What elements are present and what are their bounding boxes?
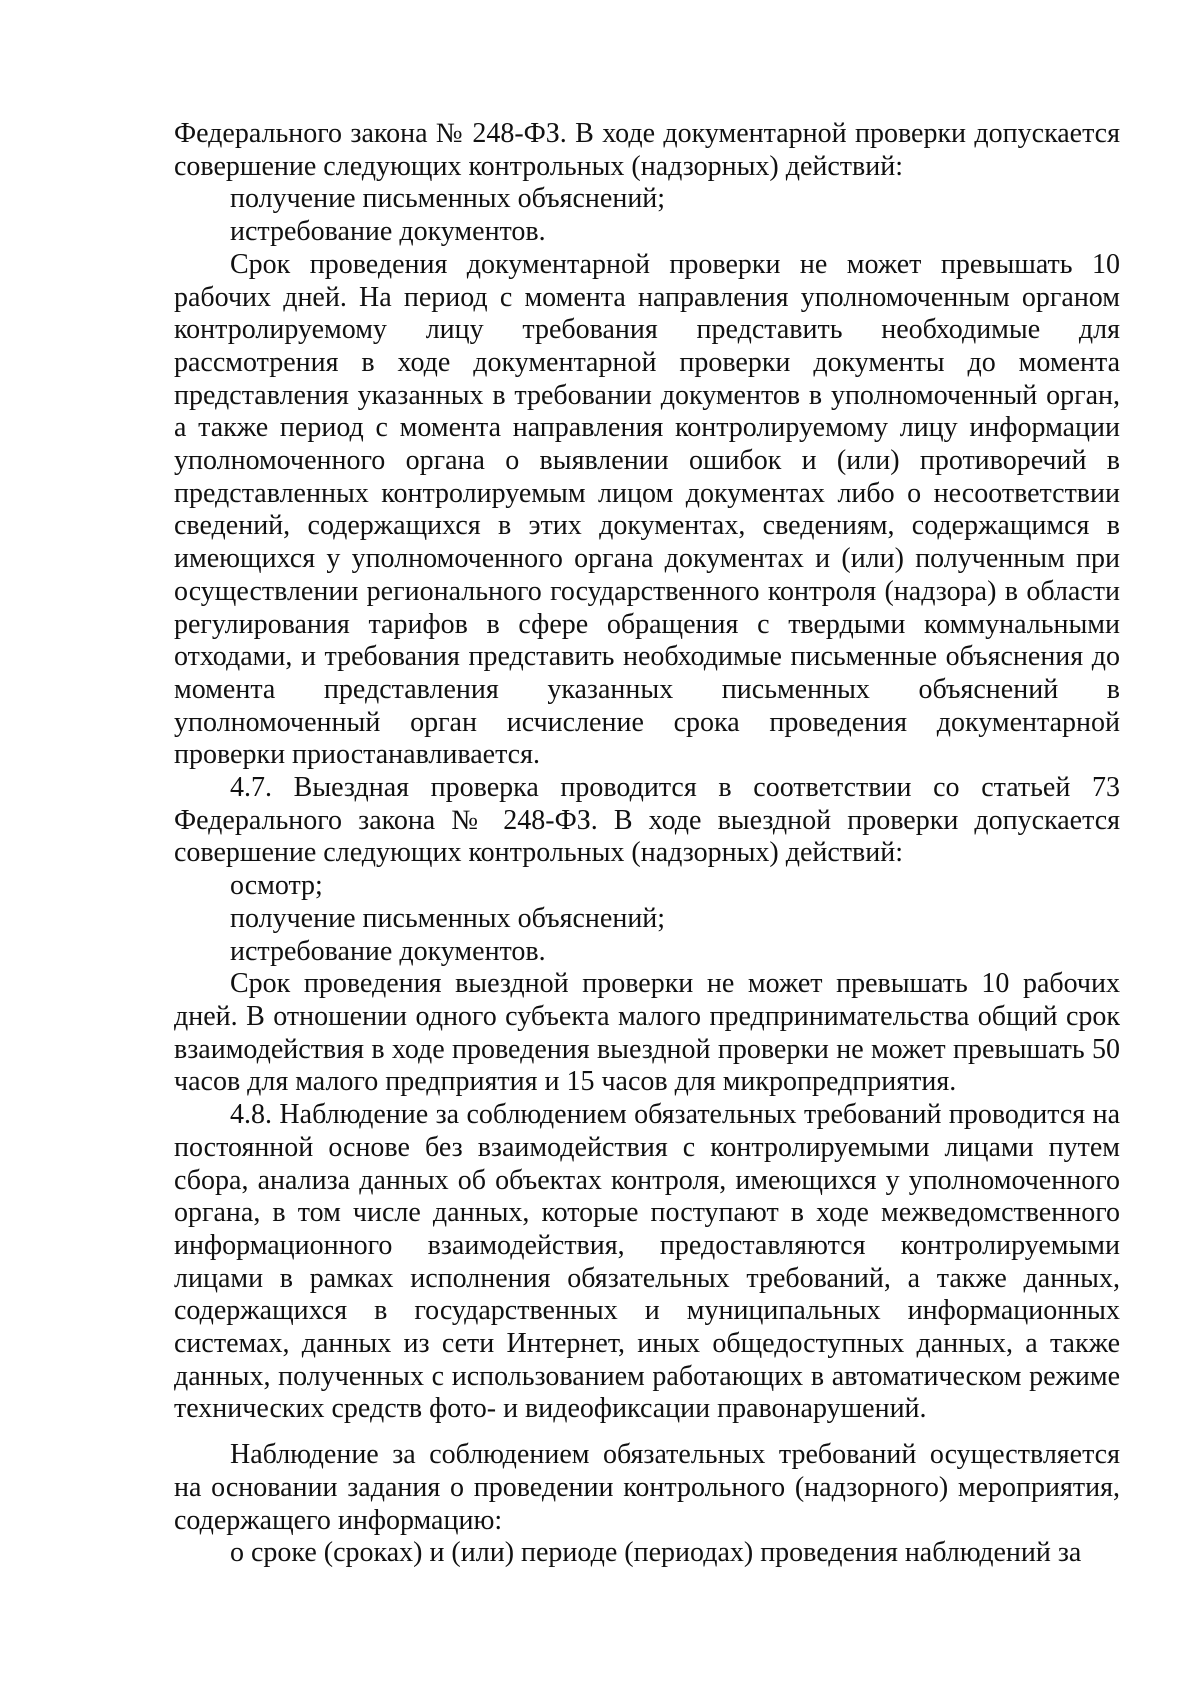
paragraph-observation: 4.8. Наблюдение за соблюдением обязательных требований проводится на постоянной основе без взаимодействия с контролируемыми лицами путем сбора, анализа данных об объектах контроля, имеющихся у уполномоченного органа, в том числе данных, которые поступают в ходе межведомственного информационного взаимодействия, предоставляются контролируемыми лицами в рамках исполнения обязательных требований, а также данных, содержащихся в государственных и муниципальных информационных системах, данных из сети Интернет, иных общедоступных данных, а также данных, полученных с использованием работающих в автоматическом режиме технических средств фото- и видеофиксации правонарушений. (174, 1099, 1120, 1425)
list-item-document-request: истребование документов. (230, 216, 546, 248)
list-item-written-explanations: получение письменных объяснений; (230, 183, 666, 215)
list-item-document-request-2: истребование документов. (230, 935, 546, 967)
list-item-written-explanations-2: получение письменных объяснений; (230, 902, 666, 934)
paragraph-field-check-intro: 4.7. Выездная проверка проводится в соответствии со статьей 73 Федерального закона № 248-ФЗ. В ходе выездной проверки допускается совершение следующих контрольных (надзорных) действий: (174, 772, 1120, 869)
paragraph-observation-term: о сроке (сроках) и (или) периоде (периодах) проведения наблюдений за (230, 1537, 1082, 1569)
document-body (174, 118, 1120, 1570)
list-item-inspection: осмотр; (230, 870, 323, 902)
paragraph-observation-task: Наблюдение за соблюдением обязательных требований осуществляется на основании задания о проведении контрольного (надзорного) мероприятия, содержащего информацию: (174, 1439, 1120, 1536)
paragraph-doc-check-term: Срок проведения документарной проверки не может превышать 10 рабочих дней. На период с момента направления уполномоченным органом контролируемому лицу требования представить необходимые для рассмотрения в ходе документарной проверки документы до момента представления указанных в требовании документов в уполномоченный орган, а также период с момента направления контролируемому лицу информации уполномоченного органа о выявлении ошибок и (или) противоречий в представленных контролируемым лицом документах либо о несоответствии сведений, содержащихся в этих документах, сведениям, содержащимся в имеющихся у уполномоченного органа документах и (или) полученным при осуществлении регионального государственного контроля (надзора) в области регулирования тарифов в сфере обращения с твердыми коммунальными отходами, и требования представить необходимые письменные объяснения до момента представления указанных письменных объяснений в уполномоченный орган исчисление срока проведения документарной проверки приостанавливается. (174, 248, 1120, 771)
paragraph-field-check-term: Срок проведения выездной проверки не может превышать 10 рабочих дней. В отношении одного субъекта малого предпринимательства общий срок взаимодействия в ходе проведения выездной проверки не может превышать 50 часов для малого предприятия и 15 часов для микропредприятия. (174, 968, 1120, 1098)
paragraph-doc-check-intro: Федерального закона № 248-ФЗ. В ходе документарной проверки допускается совершение следующих контрольных (надзорных) действий: (174, 118, 1120, 182)
